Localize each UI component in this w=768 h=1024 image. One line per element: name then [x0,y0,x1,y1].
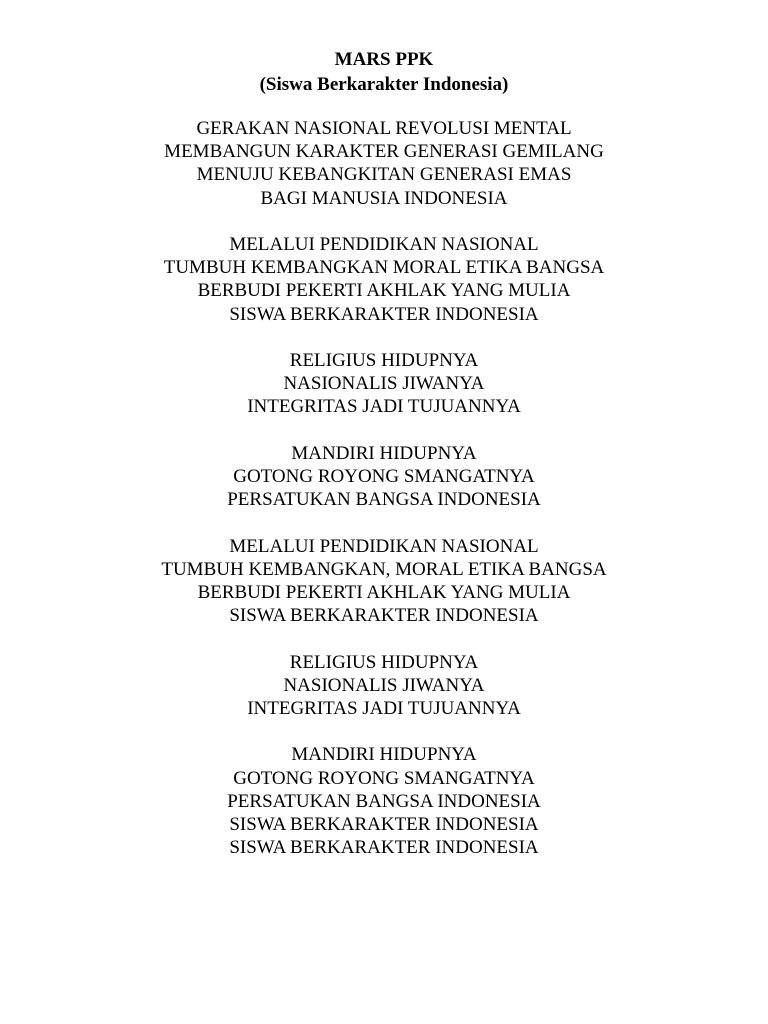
document-title: MARS PPK [334,49,434,70]
stanza [0,743,768,859]
lyric-line: RELIGIUS HIDUPNYA [289,350,479,371]
lyric-line: MELALUI PENDIDIKAN NASIONAL [229,535,539,557]
lyric-line: MENUJU KEBANGKITAN GENERASI EMAS [196,164,572,186]
lyric-line: INTEGRITAS JADI TUJUANNYA [247,698,521,719]
stanza [0,442,768,512]
lyric-line: PERSATUKAN BANGSA INDONESIA [227,790,541,812]
lyric-line: MANDIRI HIDUPNYA [291,744,477,766]
lyric-line: NASIONALIS JIWANYA [283,373,485,395]
lyric-line: MEMBANGUN KARAKTER GENERASI GEMILANG [164,141,604,163]
lyrics-body [0,117,768,883]
stanza [0,651,768,721]
lyric-line: SISWA BERKARAKTER INDONESIA [229,303,539,325]
lyric-line: GOTONG ROYONG SMANGATNYA [233,466,535,487]
lyric-line: SISWA BERKARAKTER INDONESIA [229,605,539,627]
stanza [0,535,768,628]
lyric-line: INTEGRITAS JADI TUJUANNYA [247,396,521,418]
lyric-line: TUMBUH KEMBANGKAN, MORAL ETIKA BANGSA [161,558,607,580]
lyric-line: BAGI MANUSIA INDONESIA [260,187,508,209]
lyric-line: TUMBUH KEMBANGKAN MORAL ETIKA BANGSA [163,257,605,279]
lyric-line: PERSATUKAN BANGSA INDONESIA [227,489,541,511]
lyric-line: MELALUI PENDIDIKAN NASIONAL [229,234,539,255]
stanza [0,233,768,326]
lyric-line: BERBUDI PEKERTI AKHLAK YANG MULIA [197,280,571,302]
lyric-line: GOTONG ROYONG SMANGATNYA [233,767,535,789]
lyric-line: GERAKAN NASIONAL REVOLUSI MENTAL [196,118,572,139]
lyric-line: SISWA BERKARAKTER INDONESIA [229,837,539,859]
lyric-line: MANDIRI HIDUPNYA [291,442,477,464]
lyric-line: NASIONALIS JIWANYA [283,674,485,696]
lyric-line: BERBUDI PEKERTI AKHLAK YANG MULIA [197,582,571,603]
stanza [0,117,768,210]
stanza [0,349,768,419]
lyric-line: RELIGIUS HIDUPNYA [289,651,479,673]
lyric-line: SISWA BERKARAKTER INDONESIA [229,814,539,835]
title-block [0,47,768,97]
document-subtitle: (Siswa Berkarakter Indonesia) [259,74,509,95]
